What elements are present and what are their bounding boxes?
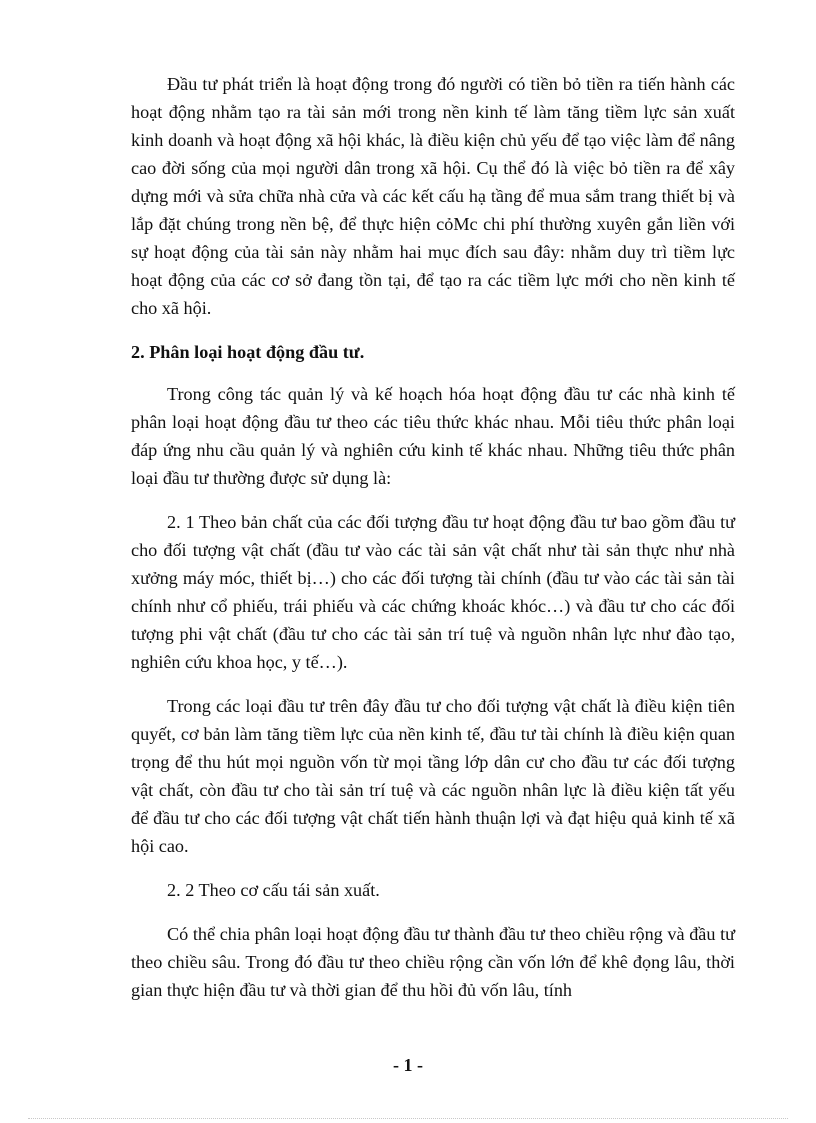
paragraph-breadth-depth: Có thể chia phân loại hoạt động đầu tư thành đầu tư theo chiều rộng và đầu tư theo chiều sâu. Trong đó đầu tư theo chiều rộng cần vốn lớn để khê đọng lâu, thời gian thực hiện đầu tư và thời gian để thu hồi đủ vốn lâu, tính bbox=[131, 924, 735, 1000]
paragraph-types-comparison: Trong các loại đầu tư trên đây đầu tư cho đối tượng vật chất là điều kiện tiên quyết, cơ bản làm tăng tiềm lực của nền kinh tế, đầu tư tài chính là điều kiện quan trọng để thu hút mọi nguồn vốn từ mọi tầng lớp dân cư cho đầu tư các đối tượng vật chất, còn đầu tư cho tài sản trí tuệ và các nguồn nhân lực là điều kiện tất yếu để đầu tư cho các đối tượng vật chất tiến hành thuận lợi và đạt hiệu quả kinh tế xã hội cao. bbox=[131, 696, 735, 856]
section-heading: 2. Phân loại hoạt động đầu tư. bbox=[131, 342, 365, 362]
page-number: - 1 - bbox=[393, 1055, 423, 1075]
paragraph-by-nature: 2. 1 Theo bản chất của các đối tượng đầu tư hoạt động đầu tư bao gồm đầu tư cho đối tượng vật chất (đầu tư vào các tài sản vật chất như tài sản thực như nhà xưởng máy móc, thiết bị…) cho các đối tượng tài chính (đầu tư vào các tài sản tài chính như cổ phiếu, trái phiếu và các chứng khoác khóc…) và đầu tư cho các đối tượng phi vật chất (đầu tư cho các tài sản trí tuệ và nguồn nhân lực như đào tạo, nghiên cứu khoa học, y tế…). bbox=[131, 512, 735, 672]
subheading-by-reproduction-structure: 2. 2 Theo cơ cấu tái sản xuất. bbox=[167, 880, 380, 900]
paragraph-classification-intro: Trong công tác quản lý và kế hoạch hóa hoạt động đầu tư các nhà kinh tế phân loại hoạt động đầu tư theo các tiêu thức khác nhau. Mỗi tiêu thức phân loại đáp ứng nhu cầu quản lý và nghiên cứu kinh tế khác nhau. Những tiêu thức phân loại đầu tư thường được sử dụng là: bbox=[131, 384, 735, 488]
page-bottom-divider bbox=[28, 1118, 788, 1119]
document-body bbox=[131, 70, 735, 1004]
paragraph-investment-definition: Đầu tư phát triển là hoạt động trong đó người có tiền bỏ tiền ra tiến hành các hoạt động nhằm tạo ra tài sản mới trong nền kinh tế làm tăng tiềm lực sản xuất kinh doanh và hoạt động xã hội khác, là điều kiện chủ yếu để tạo việc làm để nâng cao đời sống của mọi người dân trong xã hội. Cụ thể đó là việc bỏ tiền ra để xây dựng mới và sửa chữa nhà cửa và các kết cấu hạ tầng để mua sắm trang thiết bị và lắp đặt chúng trong nền bệ, để thực hiện cỏMc chi phí thường xuyên gắn liền với sự hoạt động của tài sản này nhằm hai mục đích sau đây: nhằm duy trì tiềm lực hoạt động của các cơ sở đang tồn tại, để tạo ra các tiềm lực mới cho nền kinh tế cho xã hội. bbox=[131, 74, 735, 318]
